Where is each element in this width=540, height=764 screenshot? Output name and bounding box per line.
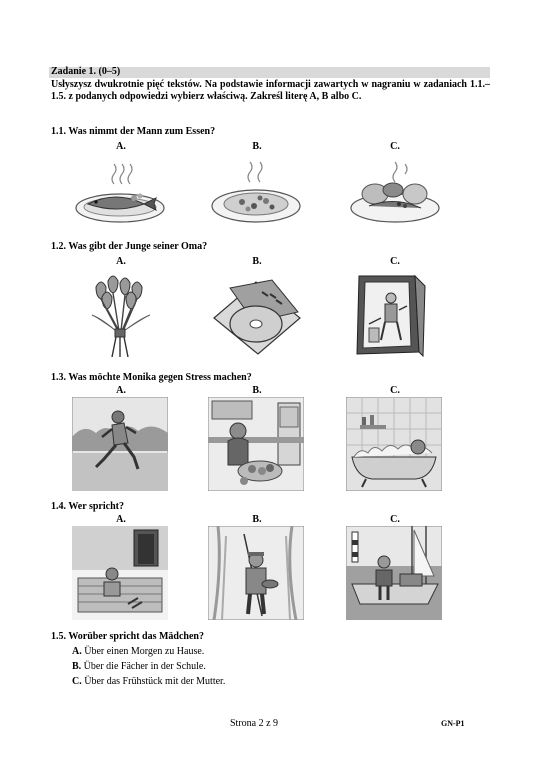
fisherman-image[interactable] (208, 526, 304, 620)
exam-code: GN-P1 (441, 719, 465, 728)
option-letter-a: A. (116, 514, 126, 525)
option-letter-c: C. (390, 256, 400, 267)
answer-letter: C. (72, 676, 82, 687)
page-number: Strona 2 z 9 (230, 718, 279, 729)
jogging-woman-image[interactable] (72, 397, 168, 491)
option-letter-a: A. (116, 256, 126, 267)
fish-dish-image[interactable] (74, 160, 166, 226)
answer-option-c[interactable] (72, 675, 225, 688)
task-instruction: Usłyszysz dwukrotnie pięć tekstów. Na podstawie informacji zawartych w nagraniu w zadaniach 1.1.–1.5. z podanych odpowiedzi wybierz właściwą. Zakreśl literę A, B albo C. (51, 79, 490, 102)
answer-text: Über einen Morgen zu Hause. (84, 646, 205, 657)
question-1-4: 1.4. Wer spricht? (51, 501, 124, 512)
eating-kitchen-image[interactable] (208, 397, 304, 491)
pasta-dish-image[interactable] (210, 160, 302, 226)
question-1-5: 1.5. Worüber spricht das Mädchen? (51, 631, 204, 642)
tulip-bouquet-image[interactable] (86, 275, 156, 359)
photo-frame-image[interactable] (355, 272, 427, 358)
option-letter-b: B. (252, 256, 262, 267)
swimming-pool-image[interactable] (72, 526, 168, 620)
question-1-1: 1.1. Was nimmt der Mann zum Essen? (51, 126, 216, 137)
option-letter-c: C. (390, 141, 400, 152)
option-letter-c: C. (390, 385, 400, 396)
meat-dish-image[interactable] (349, 160, 441, 226)
question-1-3: 1.3. Was möchte Monika gegen Stress machen? (51, 372, 252, 383)
answer-text: Über das Frühstück mit der Mutter. (84, 676, 226, 687)
task-title: Zadanie 1. (0–5) (51, 66, 121, 77)
option-letter-a: A. (116, 141, 126, 152)
option-letter-b: B. (252, 141, 262, 152)
option-letter-a: A. (116, 385, 126, 396)
answer-option-a[interactable] (72, 645, 204, 658)
option-letter-c: C. (390, 514, 400, 525)
bubble-bath-image[interactable] (346, 397, 442, 491)
option-letter-b: B. (252, 514, 262, 525)
sailboat-image[interactable] (346, 526, 442, 620)
answer-option-b[interactable] (72, 660, 206, 673)
cd-image[interactable] (210, 278, 302, 358)
answer-letter: A. (72, 646, 82, 657)
question-1-2: 1.2. Was gibt der Junge seiner Oma? (51, 241, 208, 252)
answer-text: Über die Fächer in der Schule. (83, 661, 206, 672)
option-letter-b: B. (252, 385, 262, 396)
answer-letter: B. (72, 661, 82, 672)
